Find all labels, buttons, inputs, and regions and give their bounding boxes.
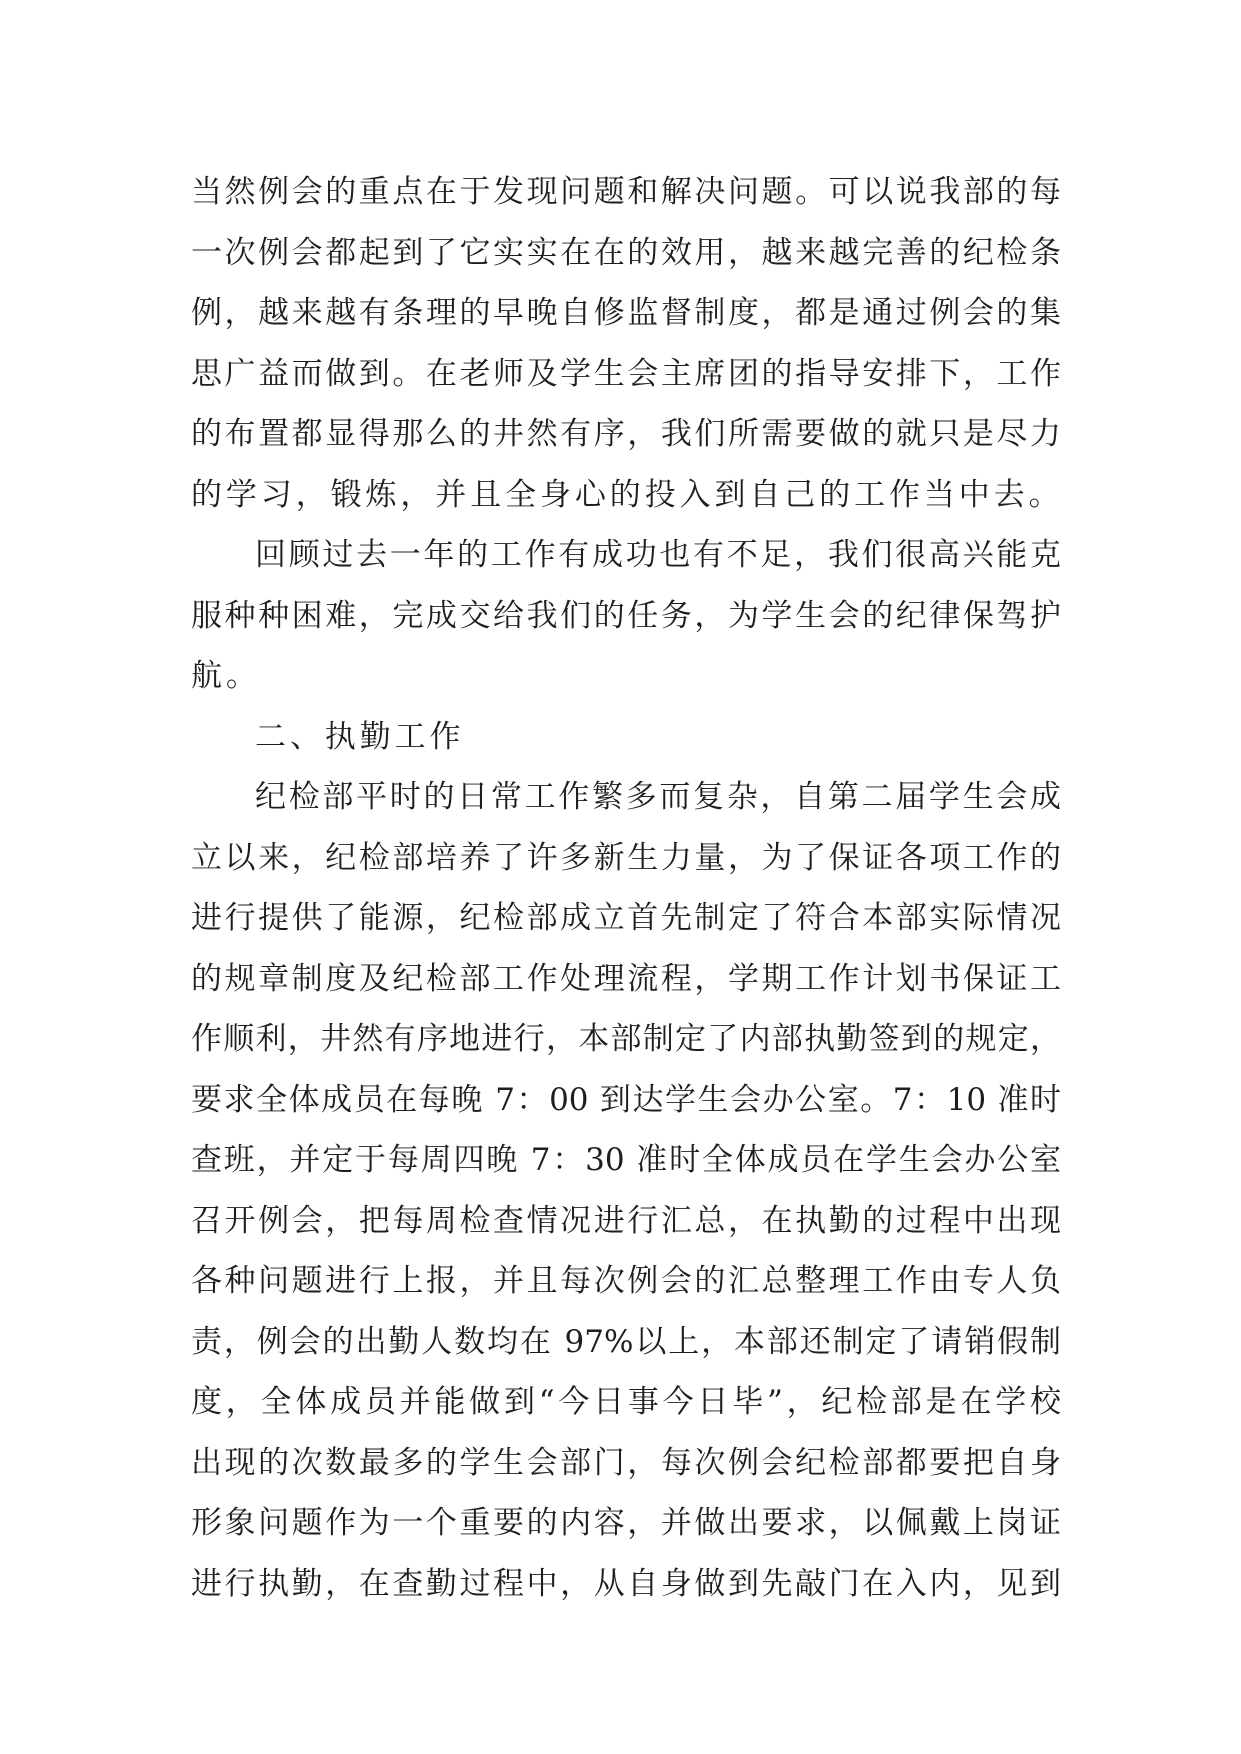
body-text	[191, 162, 1064, 1614]
text-line: 服种种困难，完成交给我们的任务，为学生会的纪律保驾护	[191, 597, 1061, 634]
text-line: 责，例会的出勤人数均在 97%以上，本部还制定了请销假制	[191, 1323, 1061, 1360]
text-line: 进行提供了能源，纪检部成立首先制定了符合本部实际情况	[191, 900, 1061, 936]
text-line: 要求全体成员在每晚 7：00 到达学生会办公室。7：10 准时	[191, 1081, 1061, 1118]
text-line: 的布置都显得那么的井然有序，我们所需要做的就只是尽力	[191, 416, 1061, 452]
section-heading: 二、执勤工作	[255, 718, 465, 755]
text-line: 查班，并定于每周四晚 7：30 准时全体成员在学生会办公室	[191, 1142, 1061, 1178]
text-line: 进行执勤，在查勤过程中，从自身做到先敲门在入内，见到	[191, 1565, 1061, 1602]
text-line: 召开例会，把每周检查情况进行汇总，在执勤的过程中出现	[191, 1202, 1061, 1239]
text-line: 思广益而做到。在老师及学生会主席团的指导安排下，工作	[191, 355, 1061, 392]
paragraph-first-line: 回顾过去一年的工作有成功也有不足，我们很高兴能克	[255, 537, 1061, 573]
text-line: 一次例会都起到了它实实在在的效用，越来越完善的纪检条	[191, 234, 1061, 271]
paragraph-first-line: 纪检部平时的日常工作繁多而复杂，自第二届学生会成	[255, 779, 1061, 815]
text-line: 度，全体成员并能做到“今日事今日毕”，纪检部是在学校	[191, 1384, 1061, 1420]
text-line: 的学习，锻炼，并且全身心的投入到自己的工作当中去。	[191, 476, 1064, 513]
text-line: 例，越来越有条理的早晚自修监督制度，都是通过例会的集	[191, 295, 1061, 331]
text-line: 出现的次数最多的学生会部门，每次例会纪检部都要把自身	[191, 1444, 1061, 1481]
text-line: 的规章制度及纪检部工作处理流程，学期工作计划书保证工	[191, 960, 1061, 997]
text-line: 航。	[191, 658, 261, 694]
text-line: 当然例会的重点在于发现问题和解决问题。可以说我部的每	[191, 174, 1061, 210]
text-line: 立以来，纪检部培养了许多新生力量，为了保证各项工作的	[191, 839, 1061, 876]
text-line: 作顺利，井然有序地进行，本部制定了内部执勤签到的规定，	[191, 1021, 1061, 1057]
text-line: 各种问题进行上报，并且每次例会的汇总整理工作由专人负	[191, 1263, 1061, 1299]
text-line: 形象问题作为一个重要的内容，并做出要求，以佩戴上岗证	[191, 1505, 1061, 1541]
